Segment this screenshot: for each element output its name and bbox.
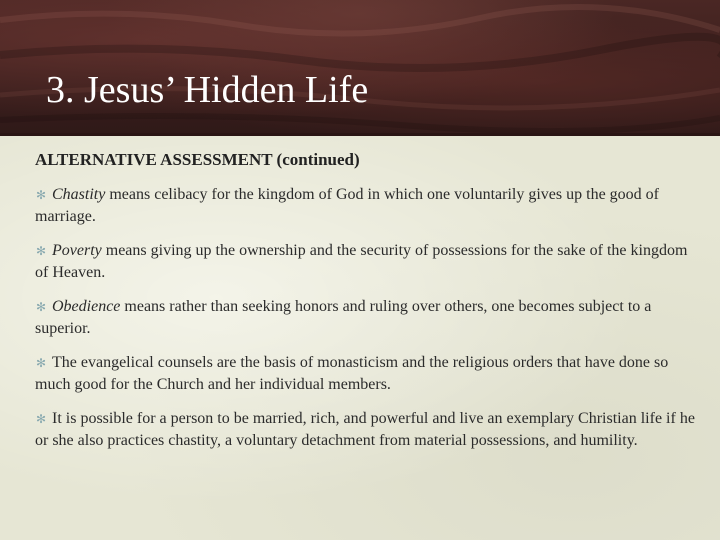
list-item (35, 352, 695, 396)
bullet-text: means celibacy for the kingdom of God in which one voluntarily gives up the good of marriage. (35, 186, 659, 225)
bullet-term: Chastity (52, 186, 106, 203)
section-heading: ALTERNATIVE ASSESSMENT (continued) (35, 150, 360, 169)
bullet-term: Poverty (52, 242, 102, 259)
slide-title: 3. Jesus’ Hidden Life (46, 69, 369, 111)
bullet-term: Obedience (52, 298, 121, 315)
list-item (35, 240, 695, 284)
snowflake-bullet-icon: ✻ (35, 300, 47, 314)
bullet-text: means giving up the ownership and the security of possessions for the sake of the kingdom of Heaven. (35, 242, 688, 281)
content-area (35, 150, 695, 464)
list-item (35, 296, 695, 340)
title-banner (0, 0, 720, 135)
bullet-text: means rather than seeking honors and ruling over others, one becomes subject to a superior. (35, 298, 652, 337)
bullet-text: The evangelical counsels are the basis of monasticism and the religious orders that have done so much good for the Church and her individual members. (35, 354, 669, 393)
list-item (35, 184, 695, 228)
bullet-text: It is possible for a person to be married, rich, and powerful and live an exemplary Christian life if he or she also practices chastity, a voluntary detachment from material possessions, and humility. (35, 410, 695, 449)
list-item (35, 408, 695, 452)
snowflake-bullet-icon: ✻ (35, 244, 47, 258)
snowflake-bullet-icon: ✻ (35, 188, 47, 202)
snowflake-bullet-icon: ✻ (35, 356, 47, 370)
snowflake-bullet-icon: ✻ (35, 412, 47, 426)
